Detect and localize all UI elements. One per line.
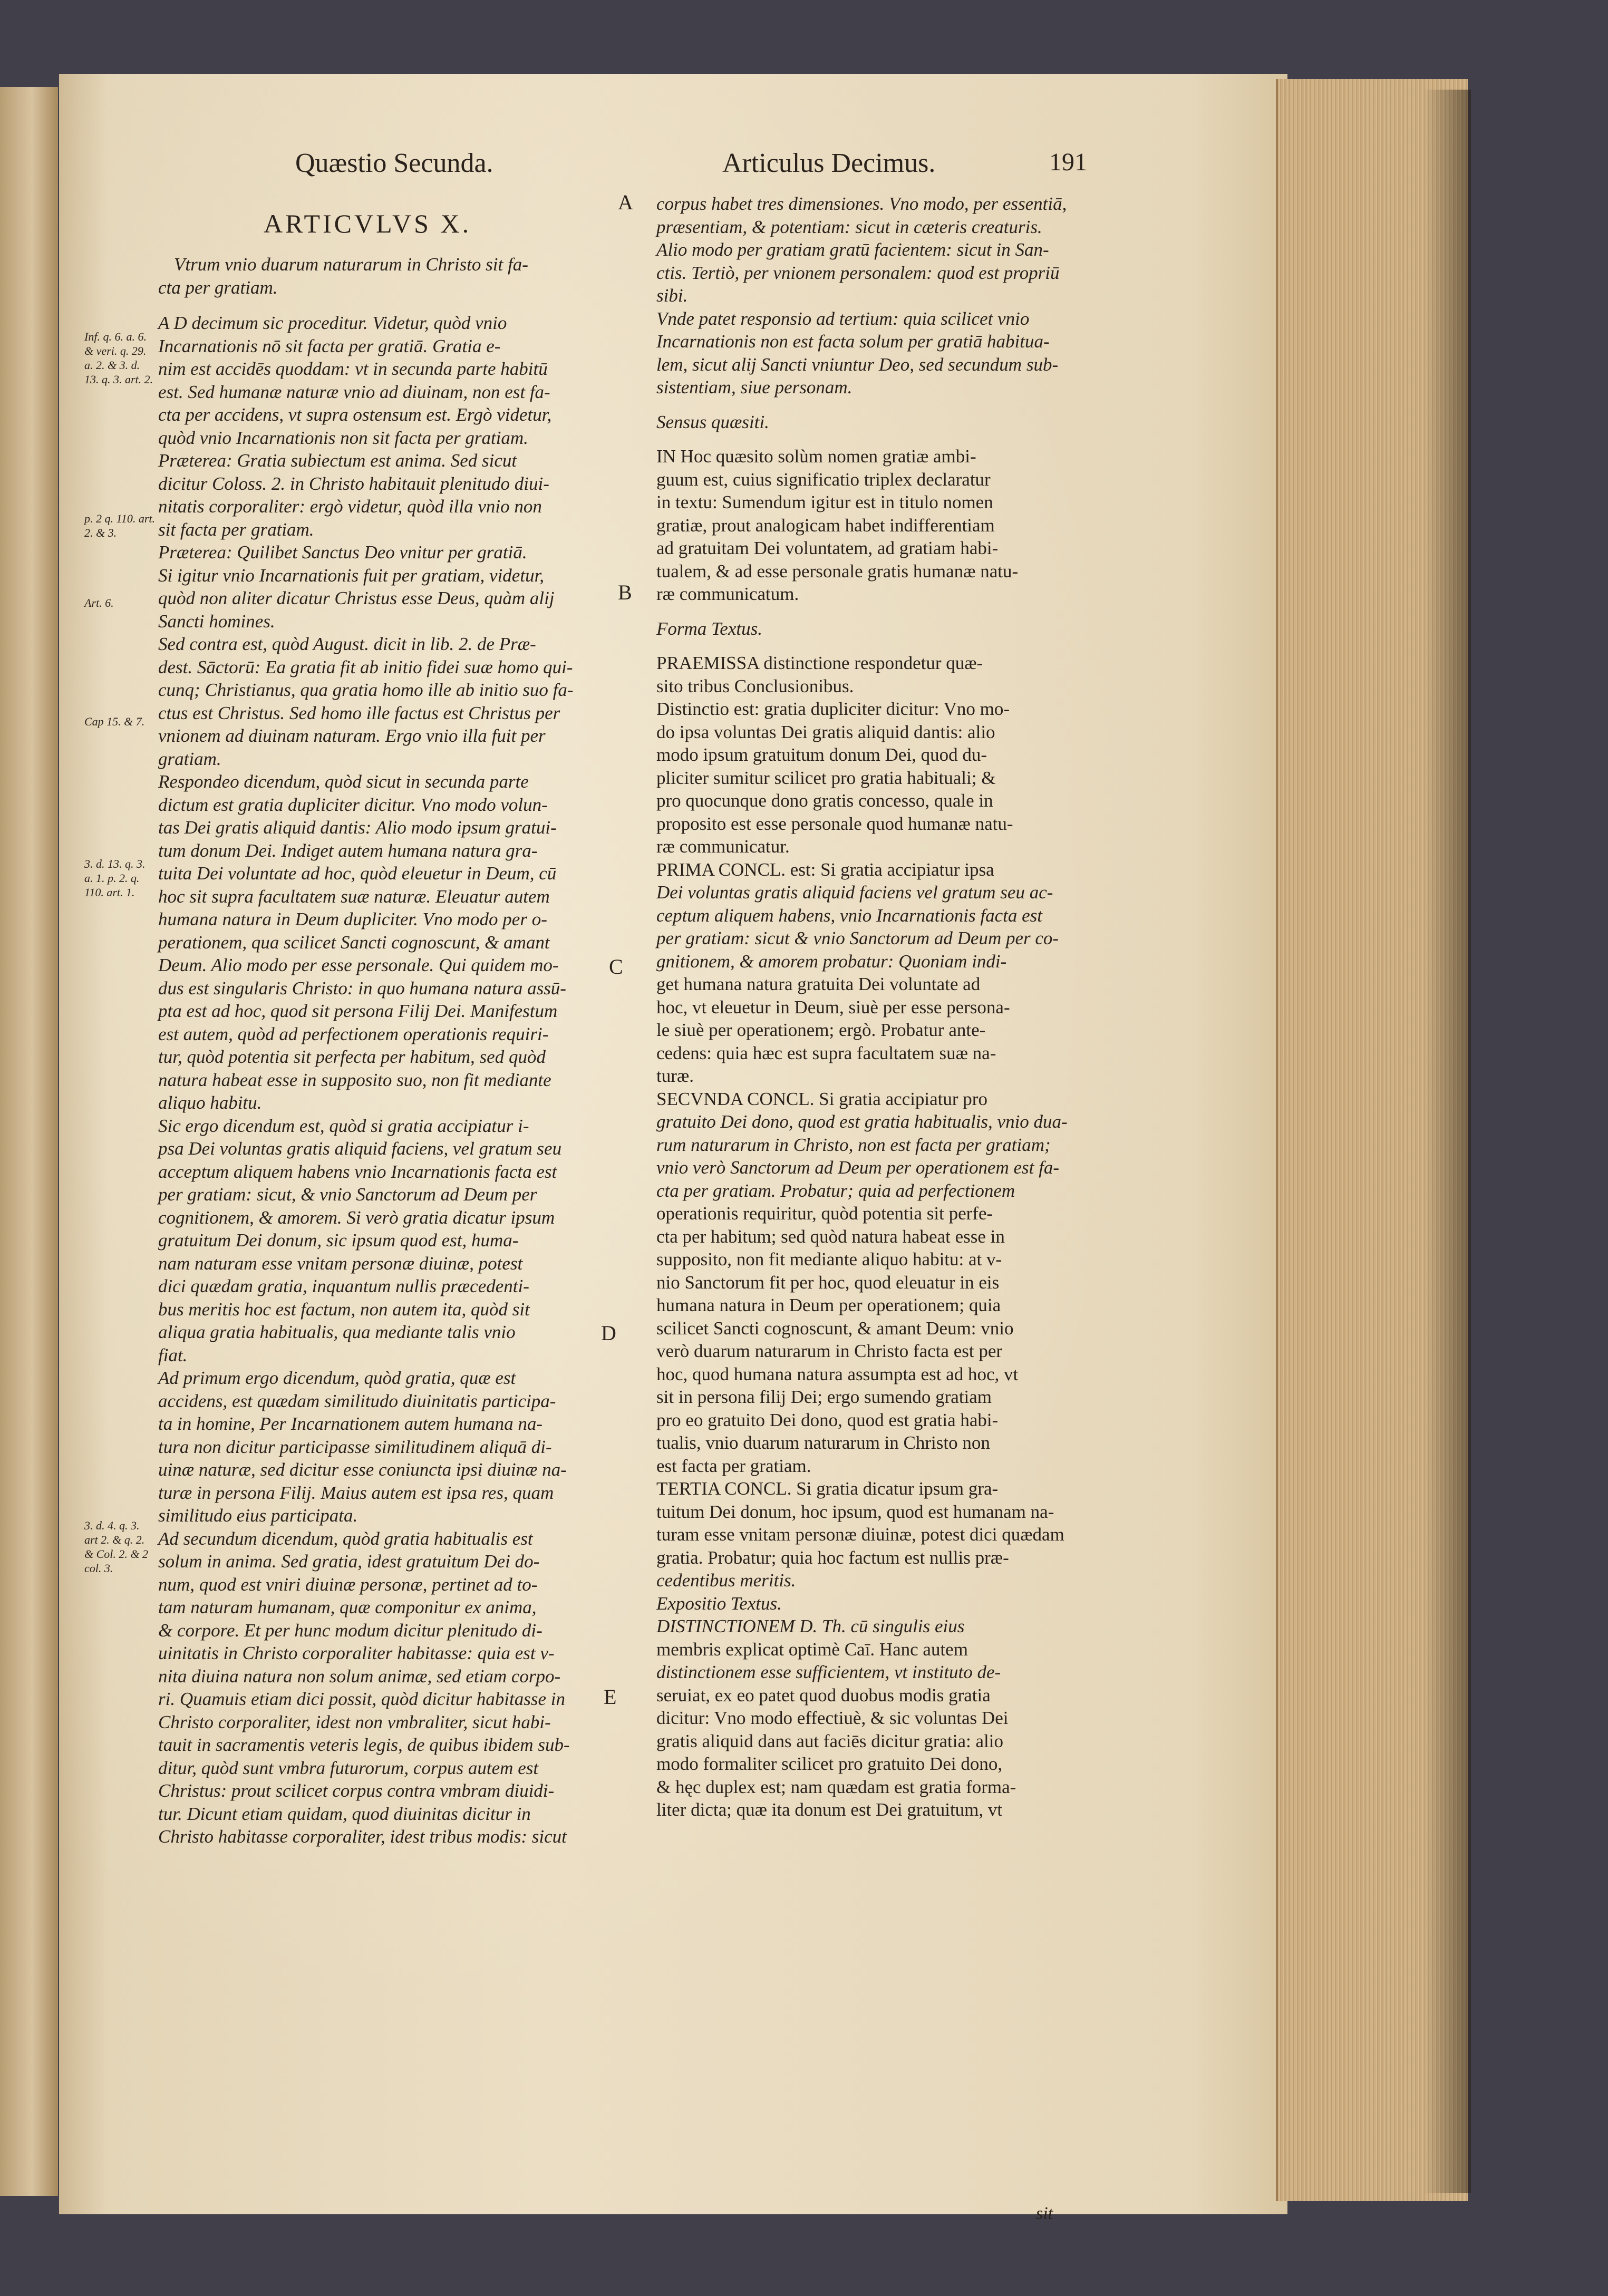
left-text-line: uinitatis in Christo corporaliter habitasse: quia est v- [158,1643,555,1663]
left-text-line: accidens, est quædam similitudo diuinitatis participa- [158,1390,556,1411]
margin-note-2: p. 2 q. 110. art. 2. & 3. [84,512,156,539]
left-text-line: nim est accidēs quoddam: vt in secunda parte habitū [158,359,548,379]
right-text-line: & hęc duplex est; nam quædam est gratia forma- [656,1776,1016,1797]
left-text-line: turæ in persona Filij. Maius autem est ipsa res, quam [158,1482,554,1503]
left-text-line: tam naturam humanam, quæ componitur ex anima, [158,1597,537,1617]
right-body [656,192,1131,1822]
right-text-line: cta per habitum; sed quòd natura habeat esse in [656,1226,1005,1247]
right-text-line: lem, sicut alij Sancti vniuntur Deo, sed secundum sub- [656,354,1059,375]
left-text-line: tum donum Dei. Indiget autem humana natura gra- [158,840,538,861]
left-text-line: gratuitum Dei donum, sic ipsum quod est, huma- [158,1230,519,1251]
right-text-line: corpus habet tres dimensiones. Vno modo, per essentiā, [656,193,1067,214]
right-text-line [656,606,1131,617]
right-text-line: pro eo gratuito Dei dono, quod est gratia habi- [656,1409,999,1430]
left-text-line: dictum est gratia dupliciter dicitur. Vno modo volun- [158,794,548,815]
right-text-line: nio Sanctorum fit per hoc, quod eleuatur in eis [656,1272,1000,1293]
right-text-line: guum est, cuius significatio triplex declaratur [656,469,991,490]
right-text-line: hoc, vt eleuetur in Deum, siuè per esse persona- [656,996,1010,1018]
right-text-line: tualem, & ad esse personale gratis humanæ natu- [656,560,1019,582]
right-text-line: sit in persona filij Dei; ergo sumendo gratiam [656,1387,992,1407]
left-text-line: Christo habitasse corporaliter, idest tribus modis: sicut [158,1826,567,1847]
left-column [158,253,622,1848]
running-head-center: Articulus Decimus. [722,148,936,178]
right-text-line: rum naturarum in Christo, non est facta per gratiam; [656,1134,1051,1155]
left-text-line: Si igitur vnio Incarnationis fuit per gratiam, videtur, [158,565,545,586]
left-text-line: sit facta per gratiam. [158,519,314,540]
left-text-line: Christus: prout scilicet corpus contra vmbram diuidi- [158,1780,555,1801]
right-text-line: cedentibus meritis. [656,1570,796,1591]
right-text-line: turæ. [656,1065,694,1086]
left-text-line: Sic ergo dicendum est, quòd si gratia accipiatur i- [158,1115,529,1136]
left-text-line: psa Dei voluntas gratis aliquid faciens, vel gratum seu [158,1138,562,1159]
article-title: ARTICVLVS X. [264,209,472,238]
left-text-line: bus meritis hoc est factum, non autem ita, quòd sit [158,1299,530,1320]
right-text-line: Sensus quæsiti. [656,411,769,432]
right-text-line: seruiat, ex eo patet quod duobus modis gratia [656,1684,991,1706]
left-text-line: nitatis corporaliter: ergò videtur, quòd illa vnio non [158,496,542,517]
right-text-line [656,433,1131,445]
right-text-line: get humana natura gratuita Dei voluntate ad [656,974,981,994]
page-number: 191 [1049,148,1087,176]
left-text-line: & corpore. Et per hunc modum dicitur plenitudo di- [158,1620,543,1641]
right-text-line: operationis requiritur, quòd potentia sit perfe- [656,1203,993,1224]
left-text-line: tur. Dicunt etiam quidam, quod diuinitas dicitur in [158,1803,531,1824]
right-text-line: gratuito Dei dono, quod est gratia habitualis, vnio dua- [656,1111,1068,1132]
right-text-line: verò duarum naturarum in Christo facta est per [656,1341,1003,1361]
left-text-line: humana natura in Deum dupliciter. Vno modo per o- [158,909,547,929]
right-text-line: ræ communicatum. [656,584,799,604]
right-text-line: hoc, quod humana natura assumpta est ad hoc, vt [656,1363,1019,1384]
section-marker-c: C [609,955,623,979]
right-text-line: Expositio Textus. [656,1593,782,1614]
left-text-line: solum in anima. Sed gratia, idest gratuitum Dei do- [158,1551,540,1572]
left-text-line: Sed contra est, quòd August. dicit in lib. 2. de Præ- [158,634,536,654]
left-text-line: num, quod est vniri diuinæ personæ, pertinet ad to- [158,1574,538,1595]
right-text-line [656,399,1131,411]
left-text-line: per gratiam: sicut, & vnio Sanctorum ad Deum per [158,1184,537,1205]
left-text-line: natura habeat esse in supposito suo, non fit mediante [158,1069,551,1090]
left-text-line: ctus est Christus. Sed homo ille factus est Christus per [158,702,560,723]
right-text-line: liter dicta; quæ ita donum est Dei gratuitum, vt [656,1799,1003,1820]
left-text-line: tura non dicitur participasse similitudinem aliquā di- [158,1436,552,1457]
left-text-line: nita diuina natura non solum animæ, sed etiam corpo- [158,1665,561,1687]
left-text-line: perationem, qua scilicet Sancti cognoscunt, & amant [158,932,550,953]
left-text-line: Præterea: Gratia subiectum est anima. Sed sicut [158,450,517,471]
right-text-line: ad gratuitam Dei voluntatem, ad gratiam habi- [656,538,999,558]
margin-note-4: Cap 15. & 7. [84,715,145,728]
right-text-line: Incarnationis non est facta solum per gratiā habitua- [656,331,1050,352]
left-text-line: aliquo habitu. [158,1092,262,1113]
right-text-line: sito tribus Conclusionibus. [656,675,854,696]
section-marker-a: A [618,190,633,214]
right-text-line: tualis, vnio duarum naturarum in Christo non [656,1432,990,1453]
margin-note-3: Art. 6. [84,596,114,609]
left-text-line: Respondeo dicendum, quòd sicut in secunda parte [158,771,529,792]
question-line-1: Vtrum vnio duarum naturarum in Christo sit fa- [174,254,528,275]
right-text-line: cta per gratiam. Probatur; quia ad perfectionem [656,1180,1015,1201]
left-text-line: nam naturam esse vnitam personæ diuinæ, potest [158,1253,523,1274]
margin-note-6: 3. d. 4. q. 3. art 2. & q. 2. & Col. 2. & 2 col. 3. [84,1519,149,1575]
left-text-line: hoc sit supra facultatem suæ naturæ. Eleuatur autem [158,886,550,907]
section-marker-b: B [618,580,632,604]
left-text-line: A D decimum sic proceditur. Videtur, quòd vnio [158,313,507,333]
left-text-line: tuita Dei voluntate ad hoc, quòd eleuetur in Deum, cū [158,863,557,884]
left-text-line: quòd non aliter dicatur Christus esse Deus, quàm alij [158,588,555,608]
left-text-line: Incarnationis nō sit facta per gratiā. Gratia e- [158,335,501,356]
left-text-line: acceptum aliquem habens vnio Incarnationis facta est [158,1161,557,1182]
left-text-line: ta in homine, Per Incarnationem autem humana na- [158,1413,543,1434]
right-text-line: per gratiam: sicut & vnio Sanctorum ad Deum per co- [656,928,1059,948]
right-text-line: pliciter sumitur scilicet pro gratia habituali; & [656,767,996,788]
left-text-line: ditur, quòd sunt vmbra futurorum, corpus autem est [158,1757,539,1778]
left-text-line: uinæ naturæ, sed dicitur esse coniuncta ipsi diuinæ na- [158,1459,567,1480]
right-text-line: le siuè per operationem; ergò. Probatur ante- [656,1020,986,1040]
question-line-2: cta per gratiam. [158,277,278,298]
right-text-line: DISTINCTIONEM D. Th. cū singulis eius [656,1616,965,1636]
left-text-line: dus est singularis Christo: in quo humana natura assū- [158,977,566,999]
left-body [158,312,622,1848]
right-text-line: do ipsa voluntas Dei gratis aliquid dantis: alio [656,721,995,742]
right-text-line: in textu: Sumendum igitur est in titulo nomen [656,492,993,512]
left-text-line: gratiam. [158,748,221,769]
right-text-line: TERTIA CONCL. Si gratia dicatur ipsum gra- [656,1478,999,1499]
right-text-line: modo ipsum gratuitum donum Dei, quod du- [656,744,987,765]
right-text-line: præsentiam, & potentiam: sicut in cæteris creaturis. [656,216,1042,237]
right-text-line: gratis aliquid dans aut faciēs dicitur gratia: alio [656,1730,1003,1751]
left-text-line: dest. Sāctorū: Ea gratia fit ab initio fidei suæ homo qui- [158,656,573,677]
right-text-line: sistentiam, siue personam. [656,377,853,398]
margin-note-1: Inf. q. 6. a. 6. & veri. q. 29. a. 2. & 3. d. 13. q. 3. art. 2. [84,330,153,386]
right-text-line: cedens: quia hæc est supra facultatem suæ na- [656,1042,996,1063]
left-text-line: tas Dei gratis aliquid dantis: Alio modo ipsum gratui- [158,817,557,838]
margin-note-5: 3. d. 13. q. 3. a. 1. p. 2. q. 110. art. 1. [84,857,146,899]
left-text-line: tur, quòd potentia sit perfecta per habitum, sed quòd [158,1047,546,1067]
left-text-line: cunq; Christianus, qua gratia homo ille ab initio suo fa- [158,680,574,700]
left-text-line: Sancti homines. [158,611,275,632]
right-text-line: modo formaliter scilicet pro gratuito Dei dono, [656,1754,1003,1774]
right-text-line: IN Hoc quæsito solùm nomen gratiæ ambi- [656,446,976,467]
left-text-line: Christo corporaliter, idest non vmbraliter, sicut habi- [158,1711,551,1732]
right-text-line: PRIMA CONCL. est: Si gratia accipiatur ipsa [656,859,994,880]
right-text-line: Distinctio est: gratia dupliciter dicitur: Vno mo- [656,699,1010,719]
left-text-line: similitudo eius participata. [158,1505,358,1526]
right-text-line: proposito est esse personale quod humanæ natu- [656,813,1013,834]
left-text-line: aliqua gratia habitualis, qua mediante talis vnio [158,1322,516,1342]
right-text-line: PRAEMISSA distinctione respondetur quæ- [656,653,983,673]
right-text-line [656,640,1131,652]
right-text-line: est facta per gratiam. [656,1455,811,1476]
section-marker-d: D [601,1321,616,1345]
left-text-line: Ad primum ergo dicendum, quòd gratia, quæ est [158,1368,516,1388]
right-text-line: Dei voluntas gratis aliquid faciens vel gratum seu ac- [656,882,1053,903]
right-column [656,192,1131,1822]
right-text-line: scilicet Sancti cognoscunt, & amant Deum: vnio [656,1317,1014,1339]
right-text-line: Vnde patet responsio ad tertium: quia scilicet vnio [656,308,1030,329]
left-text-line: Deum. Alio modo per esse personale. Qui quidem mo- [158,955,559,975]
right-text-line: turam esse vnitam personæ diuinæ, potest dici quædam [656,1524,1064,1545]
right-text-line: humana natura in Deum per operationem; quia [656,1295,1001,1315]
right-text-line: gnitionem, & amorem probatur: Quoniam indi- [656,951,1007,972]
right-text-line: Alio modo per gratiam gratū facientem: sicut in San- [656,239,1049,260]
left-text-line: dici quædam gratia, inquantum nullis præcedenti- [158,1276,529,1296]
left-text-line: ri. Quamuis etiam dici possit, quòd dicitur habitasse in [158,1689,565,1709]
right-text-line: ræ communicatur. [656,836,790,857]
left-text-line: dicitur Coloss. 2. in Christo habitauit plenitudo diui- [158,473,549,494]
left-text-line: quòd vnio Incarnationis non sit facta per gratiam. [158,427,528,448]
right-text-line: pro quocunque dono gratis concesso, quale in [656,790,993,811]
left-text-line: Præterea: Quilibet Sanctus Deo vnitur per gratiā. [158,542,527,563]
right-text-line: distinctionem esse sufficientem, vt instituto de- [656,1662,1001,1682]
right-text-line: gratiæ, prout analogicam habet indifferentiam [656,515,995,536]
left-text-line: cta per accidens, vt supra ostensum est. Ergò videtur, [158,404,552,425]
right-text-line: ceptum aliquem habens, vnio Incarnationis facta est [656,905,1042,926]
right-text-line: ctis. Tertiò, per vnionem personalem: quod est propriū [656,262,1060,283]
section-marker-e: E [604,1685,617,1709]
right-text-line: supposito, non fit mediante aliquo habitu: at v- [656,1249,1002,1270]
right-text-line: dicitur: Vno modo effectiuè, & sic voluntas Dei [656,1708,1009,1728]
right-text-line: gratia. Probatur; quia hoc factum est nullis præ- [656,1547,1009,1568]
right-text-line: tuitum Dei donum, hoc ipsum, quod est humanam na- [656,1501,1054,1522]
catchword: sit [1036,2204,1053,2223]
running-head-left: Quæstio Secunda. [295,148,493,178]
right-text-line: sibi. [656,285,688,306]
left-page-edge [0,87,58,2196]
left-text-line: Ad secundum dicendum, quòd gratia habitualis est [158,1528,533,1549]
right-text-line: vnio verò Sanctorum ad Deum per operationem est fa- [656,1157,1060,1178]
page-block-shadow [1423,90,1471,2193]
right-text-line: SECVNDA CONCL. Si gratia accipiatur pro [656,1088,987,1109]
right-text-line: membris explicat optimè Caī. Hanc autem [656,1639,968,1660]
left-text-line: est autem, quòd ad perfectionem operationis requiri- [158,1023,549,1044]
right-text-line: Forma Textus. [656,618,762,639]
left-text-line: cognitionem, & amorem. Si verò gratia dicatur ipsum [158,1207,555,1228]
left-text-line: vnionem ad diuinam naturam. Ergo vnio illa fuit per [158,725,546,746]
left-text-line: tauit in sacramentis veteris legis, de quibus ibidem sub- [158,1735,570,1755]
left-text-line: est. Sed humanæ naturæ vnio ad diuinam, non est fa- [158,381,550,402]
left-text-line: fiat. [158,1344,188,1365]
left-text-line: pta est ad hoc, quod sit persona Filij Dei. Manifestum [158,1001,558,1021]
